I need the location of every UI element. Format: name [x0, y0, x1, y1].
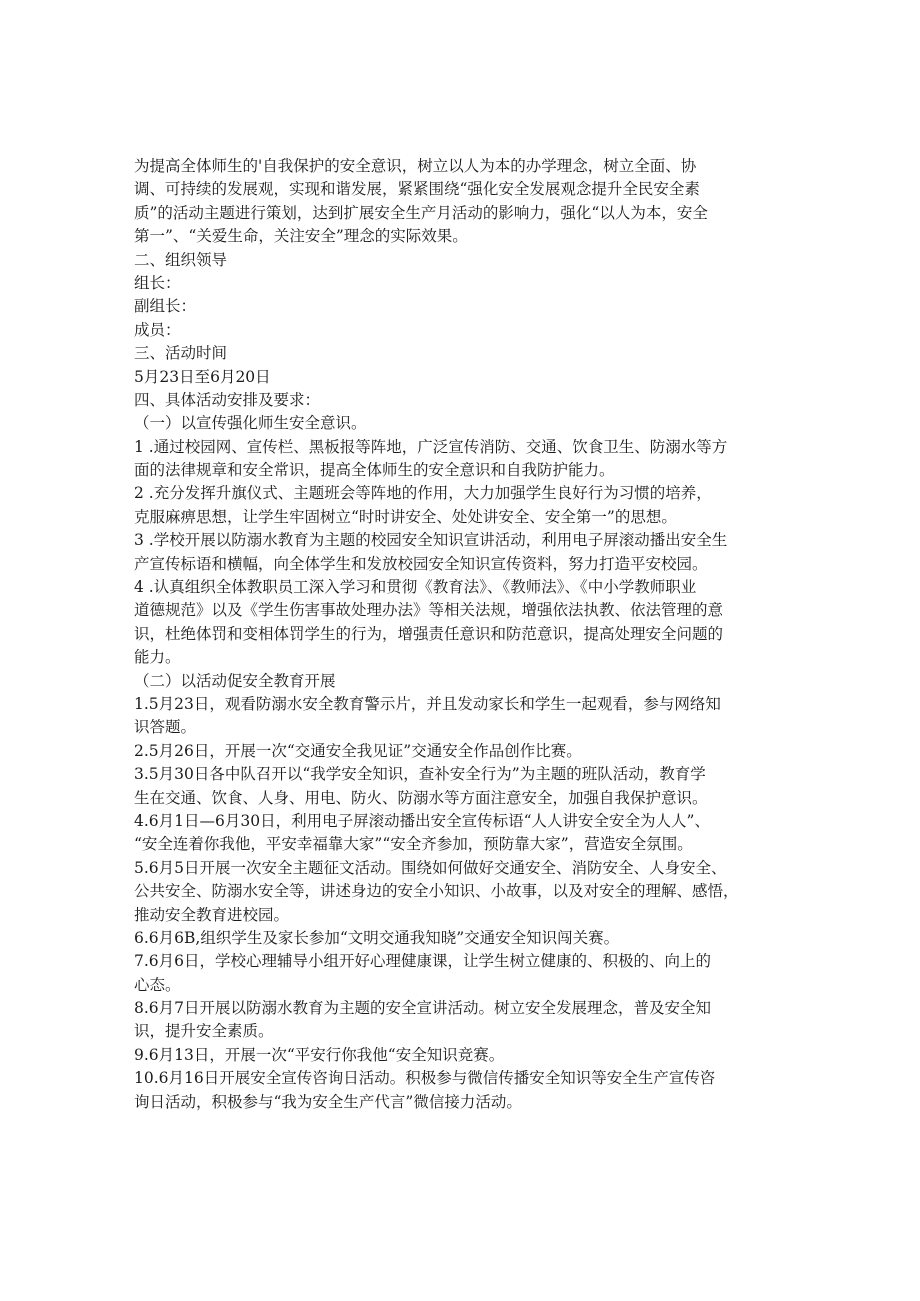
- text-line: “安全连着你我他，平安幸福靠大家”“安全齐参加，预防靠大家”，营造安全氛围。: [134, 835, 693, 854]
- text-line: 克服麻痹思想，让学生牢固树立“时时讲安全、处处讲安全、安全第一”的思想。: [134, 507, 677, 526]
- text-line: 成员：: [134, 320, 181, 339]
- text-line: 5月23日至6月20日: [134, 367, 271, 386]
- subsection-heading: （一）以宣传强化师生安全意识。: [134, 414, 367, 433]
- document-page: [134, 155, 794, 1114]
- text-line: 为提高全体师生的'自我保护的安全意识，树立以人为本的办学理念，树立全面、协: [134, 157, 697, 175]
- text-line: 生在交通、饮食、人身、用电、防火、防溺水等方面注意安全，加强自我保护意识。: [134, 788, 708, 807]
- text-line: 2.5月26日，开展一次“交通安全我见证”交通安全作品创作比赛。: [134, 741, 582, 760]
- text-line: 8.6月7日开展以防溺水教育为主题的安全宣讲活动。树立安全发展理念，普及安全知: [134, 999, 712, 1018]
- text-line: 4.6月1日—6月30日，利用电子屏滚动播出安全宣传标语“人人讲安全安全为人人”、: [134, 811, 710, 830]
- section-heading: 三、活动时间: [134, 344, 228, 363]
- text-line: 10.6月16日开展安全宣传咨询日活动。积极参与微信传播安全知识等安全生产宣传咨: [134, 1069, 716, 1088]
- text-line: 5.6月5日开展一次安全主题征文活动。围绕如何做好交通安全、消防安全、人身安全、: [134, 858, 727, 877]
- text-line: 心态。: [134, 975, 181, 994]
- text-line: 3.5月30日各中队召开以“我学安全知识，查补安全行为”为主题的班队活动，教育学: [134, 765, 706, 784]
- text-line: 7.6月6日，学校心理辅导小组开好心理健康课，让学生树立健康的、积极的、向上的: [134, 952, 712, 971]
- text-line: 1 .通过校园网、宣传栏、黑板报等阵地，广泛宣传消防、交通、饮食卫生、防溺水等方: [134, 437, 728, 456]
- text-line: 识，杜绝体罚和变相体罚学生的行为，增强责任意识和防范意识，提高处理安全问题的: [134, 624, 724, 643]
- text-line: 4 .认真组织全体教职员工深入学习和贯彻《教育法》、《教师法》、《中小学教师职业: [134, 578, 697, 597]
- text-line: 6.6月6B,组织学生及家长参加“文明交通我知晓”交通安全知识闯关赛。: [134, 928, 620, 947]
- text-line: 能力。: [134, 648, 181, 667]
- text-line: 识答题。: [134, 718, 197, 737]
- text-line: 公共安全、防溺水安全等，讲述身边的安全小知识、小故事，以及对安全的理解、感悟，: [134, 882, 739, 901]
- section-heading: 四、具体活动安排及要求：: [134, 390, 321, 409]
- text-line: 1.5月23日，观看防溺水安全教育警示片，并且发动家长和学生一起观看，参与网络知: [134, 694, 721, 713]
- text-line: 识，提升安全素质。: [134, 1022, 274, 1041]
- text-line: 推动安全教育进校园。: [134, 905, 290, 924]
- text-line: 3 .学校开展以防溺水教育为主题的校园安全知识宣讲活动，利用电子屏滚动播出安全生: [134, 531, 728, 550]
- text-line: 询日活动，积极参与“我为安全生产代言”微信接力活动。: [134, 1092, 522, 1111]
- text-line: 第一”、“关爱生命，关注安全”理念的实际效果。: [134, 227, 468, 246]
- text-line: 产宣传标语和横幅，向全体学生和发放校园安全知识宣传资料，努力打造平安校园。: [134, 554, 708, 573]
- text-line: 道德规范》以及《学生伤害事故处理办法》等相关法规，增强依法执教、依法管理的意: [134, 601, 724, 620]
- text-line: 组长：: [134, 273, 181, 292]
- text-line: 2 .充分发挥升旗仪式、主题班会等阵地的作用，大力加强学生良好行为习惯的培养，: [134, 484, 712, 503]
- text-line: 9.6月13日，开展一次“平安行你我他“安全知识竞赛。: [134, 1045, 505, 1064]
- text-line: 质”的活动主题进行策划，达到扩展安全生产月活动的影响力，强化“以人为本，安全: [134, 203, 708, 222]
- text-line: 调、可持续的发展观，实现和谐发展，紧紧围绕“强化安全发展观念提升全民安全素: [134, 180, 700, 199]
- subsection-heading: （二）以活动促安全教育开展: [134, 671, 336, 690]
- text-line: 面的法律规章和安全常识，提高全体师生的安全意识和自我防护能力。: [134, 461, 615, 480]
- section-heading: 二、组织领导: [134, 250, 228, 269]
- text-line: 副组长：: [134, 297, 197, 316]
